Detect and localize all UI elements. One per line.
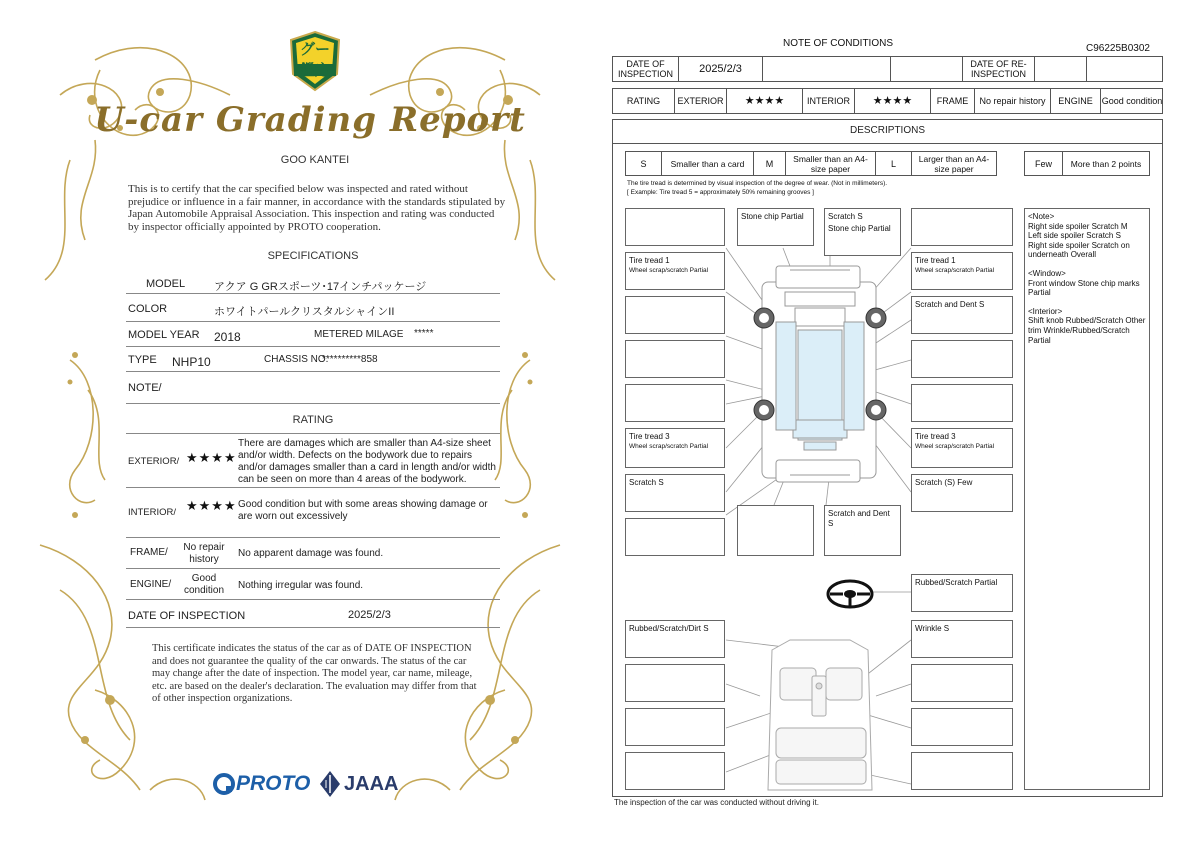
callout-left-scratch xyxy=(625,474,725,512)
steering-damage-text: Rubbed/Scratch Partial xyxy=(915,578,998,587)
engine-value: Good condition xyxy=(1101,96,1163,106)
jaaa-logo-text: JAAA xyxy=(344,773,399,795)
spec-row-model-year xyxy=(126,322,500,347)
callout-stone-chip: Stone chip Partial xyxy=(741,212,804,221)
date-reinspection-label: DATE OF RE-INSPECTION xyxy=(963,57,1035,81)
interior-label: INTERIOR/ xyxy=(128,507,177,518)
descriptions-title: DESCRIPTIONS xyxy=(849,125,925,136)
right-scratch-dent-text: Scratch and Dent S xyxy=(915,300,985,309)
note-line-1: Right side spoiler Scratch M xyxy=(1028,221,1128,231)
rating-heading: RATING xyxy=(292,414,334,426)
right-scratch-few-text: Scratch (S) Few xyxy=(915,478,973,487)
callout-right-3 xyxy=(911,340,1013,378)
callout-right-4 xyxy=(911,384,1013,422)
rating-row-date xyxy=(126,600,500,628)
proto-logo-icon xyxy=(212,772,236,796)
logos xyxy=(212,770,412,800)
callout-left-3 xyxy=(625,340,725,378)
exterior-stars: ★★★★ xyxy=(727,89,803,113)
callout-right-scratch-few xyxy=(911,474,1013,512)
rating-row-exterior xyxy=(126,433,500,488)
callout-interior-left-2 xyxy=(625,664,725,702)
specifications-heading: SPECIFICATIONS xyxy=(267,250,359,262)
notes-panel xyxy=(1024,208,1150,790)
callout-left-4 xyxy=(625,384,725,422)
note-heading: <Note> xyxy=(1028,212,1055,221)
left-tire-front-wheel: Wheel scrap/scratch Partial xyxy=(629,267,709,274)
exterior-label: EXTERIOR/ xyxy=(128,456,180,467)
callout-interior-left-4 xyxy=(625,752,725,790)
right-tire-rear-tread: Tire tread 3 xyxy=(915,432,956,441)
exterior-stars: ★★★★ xyxy=(186,450,237,465)
left-tire-rear-tread: Tire tread 3 xyxy=(629,432,670,441)
frame-description: No apparent damage was found. xyxy=(238,548,384,559)
model-label: MODEL xyxy=(146,278,186,290)
interior-text: Shift knob Rubbed/Scratch Other trim Wrinkle/Rubbed/Scratch Partial xyxy=(1028,316,1146,345)
left-tire-rear-wheel: Wheel scrap/scratch Partial xyxy=(629,443,709,450)
callout-right-scratch-dent xyxy=(911,296,1013,334)
legend-few: Few xyxy=(1025,152,1063,175)
certificate-footer: This certificate indicates the status of the car as of DATE OF INSPECTION and does not guarantee the quality of the car onwards. The status of the car may change after the date of inspection. The model year, car name, mileage, etc. are based on the dealer's declaration. The evaluation may differ from that of other inspection organizations. xyxy=(152,643,477,704)
interior-left-text: Rubbed/Scratch/Dirt S xyxy=(629,624,709,633)
chassis-value: **********858 xyxy=(322,354,378,365)
callout-interior-right xyxy=(911,620,1013,658)
tire-note-1: The tire tread is determined by visual inspection of the degree of wear. (Not in millimeters). xyxy=(627,180,888,187)
bottom-note: The inspection of the car was conducted without driving it. xyxy=(614,798,819,807)
model-year-value: 2018 xyxy=(214,330,241,344)
spec-row-note xyxy=(126,372,500,404)
color-value: ホワイトパールクリスタルシャインII xyxy=(214,306,395,318)
type-label: TYPE xyxy=(128,354,157,366)
rating-row-frame xyxy=(126,538,500,569)
engine-label: ENGINE xyxy=(1051,89,1101,113)
right-tire-front-wheel: Wheel scrap/scratch Partial xyxy=(915,267,995,274)
window-text: Front window Stone chip marks Partial xyxy=(1028,278,1140,298)
legend-l: L xyxy=(876,152,912,175)
callout-interior-right-3 xyxy=(911,708,1013,746)
spec-row-model xyxy=(126,270,500,294)
certificate-title: U-car Grading Report xyxy=(94,100,526,140)
color-label: COLOR xyxy=(128,303,168,315)
spec-row-color xyxy=(126,294,500,322)
legend-s-desc: Smaller than a card xyxy=(662,152,754,175)
engine-value: Good condition xyxy=(183,573,225,596)
callout-scratch-s: Scratch S xyxy=(828,212,863,221)
legend-few-desc: More than 2 points xyxy=(1070,158,1142,169)
callout-rear-center-right xyxy=(824,505,901,556)
left-scratch-text: Scratch S xyxy=(629,478,664,487)
interior-stars: ★★★★ xyxy=(855,89,931,113)
window-heading: <Window> xyxy=(1028,268,1066,278)
callout-interior-left xyxy=(625,620,725,658)
interior-description: Good condition but with some areas showing damage or are worn out excessively xyxy=(238,499,488,522)
model-year-label: MODEL YEAR xyxy=(128,329,200,341)
right-tire-front-tread: Tire tread 1 xyxy=(915,256,956,265)
date-inspection-label: DATE OF INSPECTION xyxy=(128,610,246,622)
spec-row-type xyxy=(126,347,500,372)
callout-front-center-right xyxy=(824,208,901,256)
rating-row-engine xyxy=(126,569,500,600)
callout-rear-center-left xyxy=(737,505,814,556)
frame-value: No repair history xyxy=(975,89,1051,113)
callout-right-tire-rear xyxy=(911,428,1013,468)
callout-front-right xyxy=(911,208,1013,246)
engine-description: Nothing irregular was found. xyxy=(238,580,364,591)
jaaa-logo-icon xyxy=(320,771,340,797)
callout-steering xyxy=(911,574,1013,612)
callout-interior-right-4 xyxy=(911,752,1013,790)
callout-stone-chip-2: Stone chip Partial xyxy=(828,224,891,233)
note-line-3: Right side spoiler Scratch on underneath Overall xyxy=(1028,240,1130,260)
note-label: NOTE/ xyxy=(128,382,162,394)
callout-left-6 xyxy=(625,518,725,556)
engine-label: ENGINE/ xyxy=(130,579,172,590)
metered-mileage-label: METERED MILAGE xyxy=(314,329,404,340)
legend-l-desc: Larger than an A4-size paper xyxy=(918,153,990,174)
steering-wheel-icon xyxy=(828,581,872,607)
proto-logo-text: PROTO xyxy=(236,772,311,795)
type-value: NHP10 xyxy=(172,355,211,369)
callout-right-tire-front xyxy=(911,252,1013,290)
exterior-label: EXTERIOR xyxy=(675,89,727,113)
legend-s: S xyxy=(626,152,662,175)
interior-stars: ★★★★ xyxy=(186,498,237,513)
rating-label: RATING xyxy=(613,89,675,113)
callout-interior-right-2 xyxy=(911,664,1013,702)
interior-label: INTERIOR xyxy=(803,89,855,113)
rear-scratch-dent-text: Scratch and Dent S xyxy=(828,509,890,528)
rating-row-interior xyxy=(126,488,500,538)
model-value: アクア G GRスポーツ･17インチパッケージ xyxy=(214,281,427,293)
exterior-description: There are damages which are smaller than A4-size sheet and/or width. Defects on the bodywork due to repairs and/or damages smaller than a card in length and/or width can be seen on more than 4 areas of the bodywork. xyxy=(238,438,496,485)
callout-front-left xyxy=(625,208,725,246)
certificate-subtitle: GOO KANTEI xyxy=(280,154,350,166)
chassis-label: CHASSIS NO. xyxy=(264,354,329,365)
date-inspection-value: 2025/2/3 xyxy=(348,609,391,621)
certificate-intro: This is to certify that the car specified below was inspected and rated without prejudice or influence in a fair manner, in accordance with the standards stipulated by Japan Automobile Appraisal Association. This inspection and rating was conducted by inspector officially appointed by PROTO cooperation. xyxy=(128,183,506,233)
note-of-conditions-sheet xyxy=(600,0,1200,848)
date-inspection-label-cell: DATE OF INSPECTION xyxy=(613,57,679,81)
interior-heading: <Interior> xyxy=(1028,306,1063,316)
tire-note-2: [ Example: Tire tread 5 = approximately 50% remaining grooves ] xyxy=(627,189,814,196)
legend-m-desc: Smaller than an A4-size paper xyxy=(786,152,876,175)
badge-text: グー鑑定 xyxy=(299,41,330,79)
date-inspection-value-cell: 2025/2/3 xyxy=(679,57,763,81)
right-tire-rear-wheel: Wheel scrap/scratch Partial xyxy=(915,443,995,450)
sheet-code: C96225B0302 xyxy=(1086,43,1150,54)
metered-mileage-value: ***** xyxy=(414,328,434,339)
frame-label: FRAME/ xyxy=(130,547,168,558)
callout-left-tire-front xyxy=(625,252,725,290)
legend-m: M xyxy=(754,152,786,175)
callout-interior-left-3 xyxy=(625,708,725,746)
left-tire-front-tread: Tire tread 1 xyxy=(629,256,670,265)
frame-label: FRAME xyxy=(931,89,975,113)
callout-front-center-left xyxy=(737,208,814,246)
interior-right-text: Wrinkle S xyxy=(915,624,950,633)
callout-left-2 xyxy=(625,296,725,334)
note-line-2: Left side spoiler Scratch S xyxy=(1028,231,1121,241)
sheet-title: NOTE OF CONDITIONS xyxy=(783,38,893,49)
frame-value: No repair history xyxy=(183,542,225,565)
callout-left-tire-rear xyxy=(625,428,725,468)
